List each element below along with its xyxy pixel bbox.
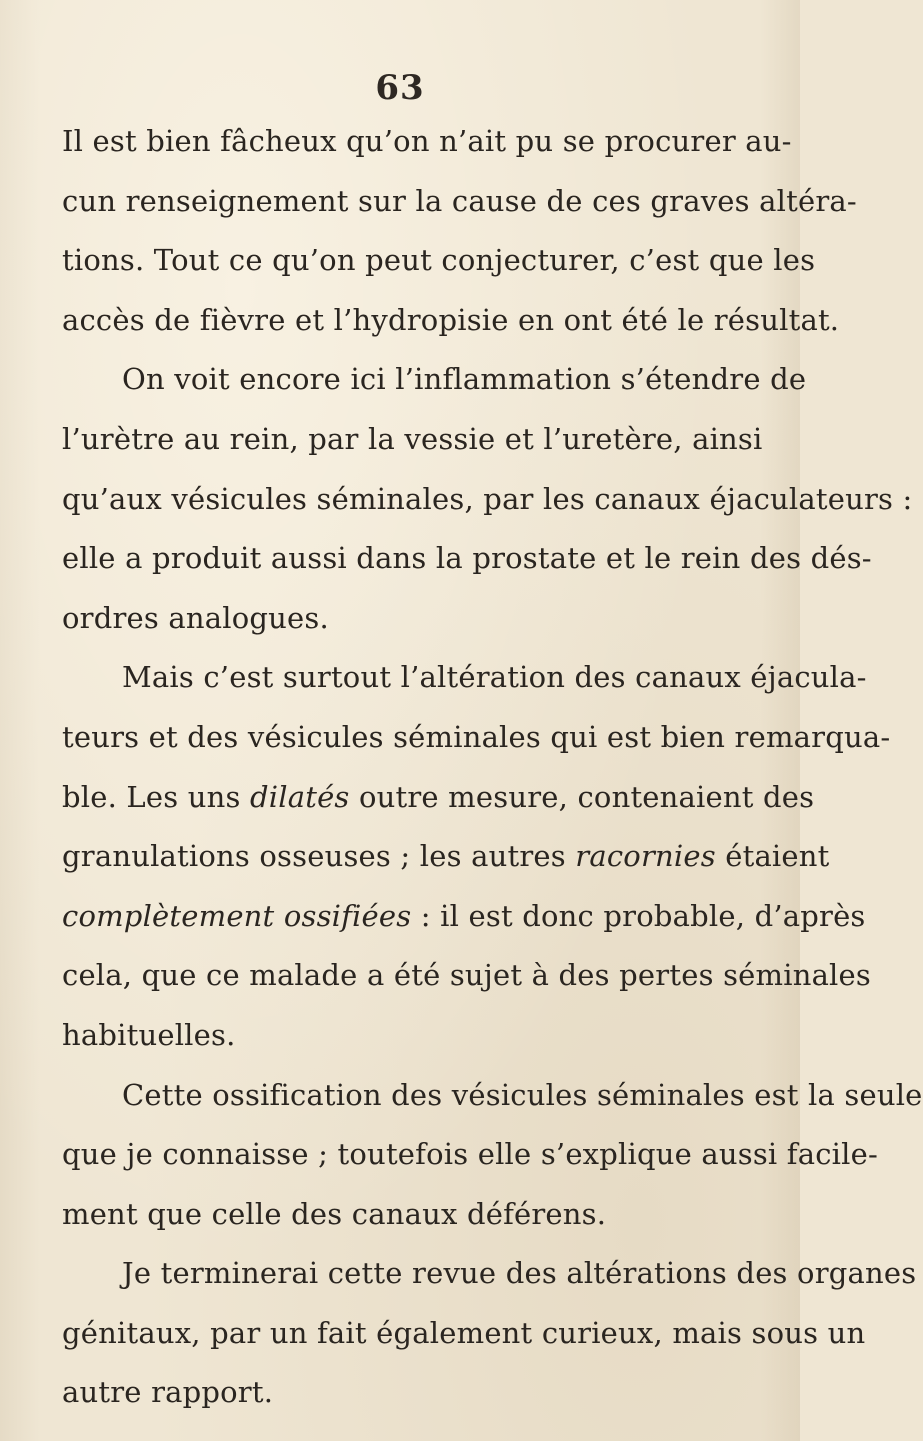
text-line: autre rapport. — [62, 1375, 274, 1410]
italic-term: complètement ossifiées — [62, 898, 412, 933]
text-line: cela, que ce malade a été sujet à des pertes séminales — [62, 958, 871, 993]
text-line: habituelles. — [62, 1017, 236, 1052]
text-line: Il est bien fâcheux qu’on n’ait pu se procurer au- — [62, 124, 792, 158]
text-line: elle a produit aussi dans la prostate et le rein des dés- — [62, 541, 872, 576]
text-segment: outre mesure, contenaient des — [349, 779, 815, 814]
text-line: génitaux, par un fait également curieux, mais sous un — [62, 1315, 866, 1350]
text-line: l’urètre au rein, par la vessie et l’uretère, ainsi — [62, 421, 763, 456]
text-line: que je connaisse ; toutefois elle s’explique aussi facile- — [62, 1137, 878, 1172]
text-segment: granulations osseuses ; les autres — [62, 839, 576, 874]
text-line: cun renseignement sur la cause de ces graves altéra- — [62, 183, 857, 218]
italic-term: racornies — [575, 839, 716, 874]
italic-term: dilatés — [250, 779, 350, 814]
text-line — [62, 827, 830, 887]
paragraph-start-line: Cette ossification des vésicules séminales est la seule — [122, 1077, 923, 1112]
text-segment: étaient — [715, 839, 830, 874]
text-line: tions. Tout ce qu’on peut conjecturer, c’est que les — [62, 243, 816, 278]
text-line: ordres analogues. — [62, 600, 329, 635]
text-segment: ble. Les uns — [62, 779, 251, 814]
text-line: teurs et des vésicules séminales qui est bien remarqua- — [62, 719, 891, 754]
text-line: qu’aux vésicules séminales, par les canaux éjaculateurs : — [62, 481, 913, 516]
text-line — [62, 887, 866, 947]
page-number: 63 — [375, 68, 425, 108]
text-line — [62, 768, 815, 828]
paragraph-start-line: Je terminerai cette revue des altérations des organes — [122, 1256, 917, 1291]
text-line: accès de fièvre et l’hydropisie en ont été le résultat. — [62, 302, 840, 337]
paragraph-start-line: Mais c’est surtout l’altération des canaux éjacula- — [122, 660, 867, 695]
body-text — [62, 112, 923, 1423]
text-line: ment que celle des canaux déférens. — [62, 1196, 607, 1231]
paragraph-start-line: On voit encore ici l’inflammation s’étendre de — [122, 362, 807, 397]
text-segment: : il est donc probable, d’après — [411, 898, 866, 933]
